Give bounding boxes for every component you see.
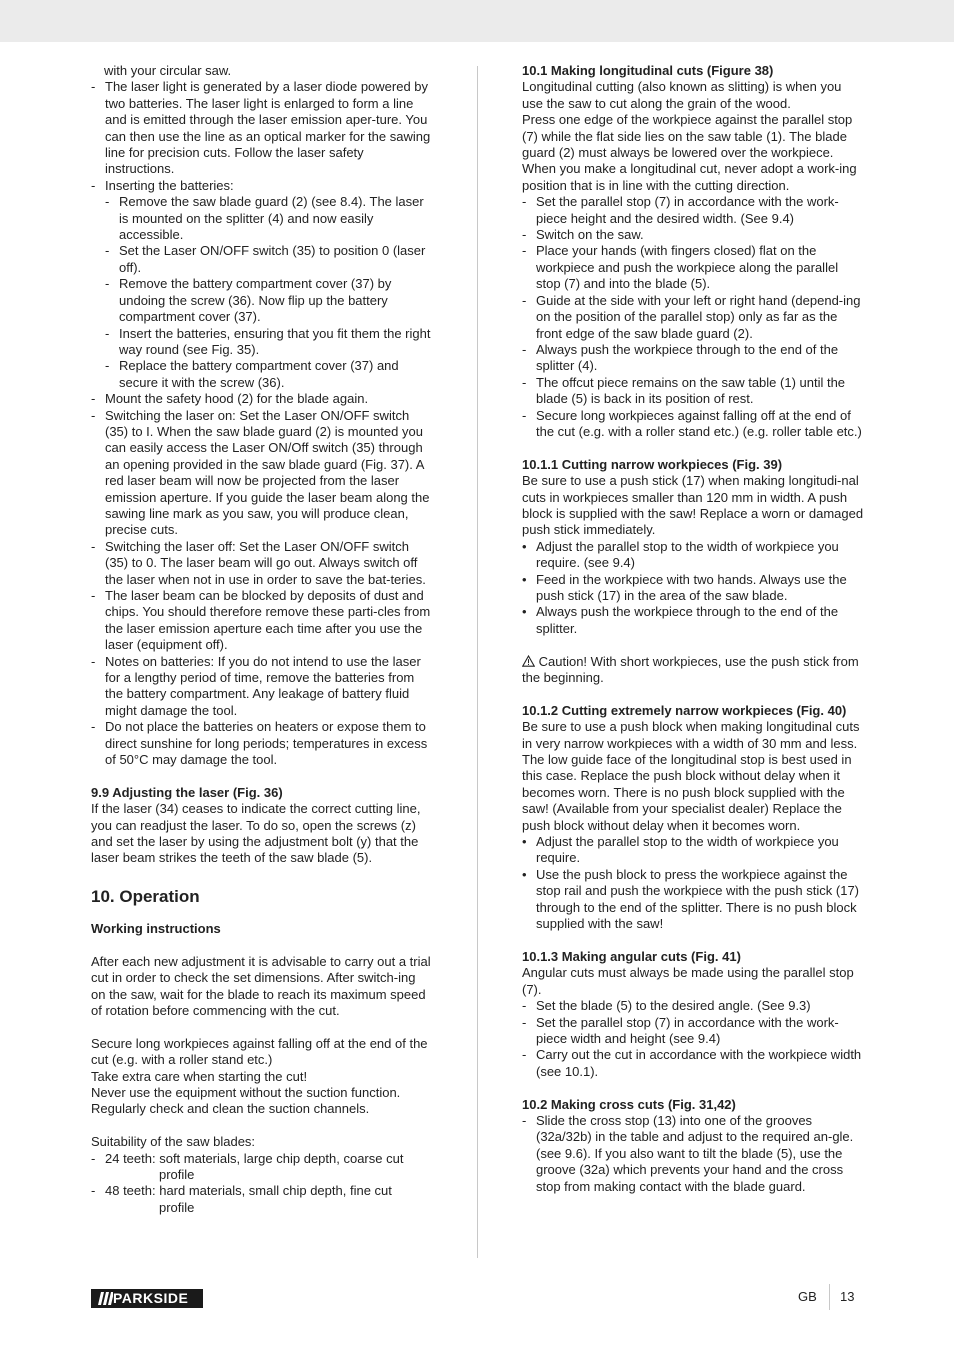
list-item: - The laser light is generated by a laser diode powered by two batteries. The laser light is enlarged to form a line and is emitted through the laser emission aper-ture. You can then use the line as an optical marker for the sawing line for precision cuts. Follow the laser safety instructions. xyxy=(91,79,433,177)
section-heading-10-1-1: 10.1.1 Cutting narrow workpieces (Fig. 39) xyxy=(522,456,783,472)
list-item: - Guide at the side with your left or right hand (depend-ing on the position of the parallel stop) only as far as the front edge of the saw blade guard (2). xyxy=(522,293,865,342)
left-column xyxy=(91,63,433,1216)
page-number: 13 xyxy=(840,1289,855,1304)
spacer xyxy=(91,937,433,953)
section-heading-10-1-3: 10.1.3 Making angular cuts (Fig. 41) xyxy=(522,948,741,964)
list-item: - Secure long workpieces against falling off at the end of the cut (e.g. with a roller stand etc.) (e.g. roller table etc.) xyxy=(522,408,865,441)
parkside-logo xyxy=(91,1289,203,1308)
list-item: - Notes on batteries: If you do not intend to use the laser for a lengthy period of time, remove the batteries from the battery compartment. Any leakage of battery fluid might damage the tool. xyxy=(91,654,433,720)
laser-list xyxy=(91,79,433,768)
warning-icon xyxy=(522,655,535,667)
list-item: - Replace the battery compartment cover (37) and secure it with the screw (36). xyxy=(105,358,433,391)
list-item: - Switching the laser on: Set the Laser ON/OFF switch (35) to I. When the saw blade guard (2) is mounted you can easily access the Laser ON/Off switch (35) through an opening provided in the saw blade guard (Fig. 37). A red laser beam will now be projected from the laser emission aperture. If you guide the laser beam along the sawing line mark as you saw, you will produce clean, precise cuts. xyxy=(91,408,433,539)
page-header-band xyxy=(0,0,954,42)
intro-text: with your circular saw. xyxy=(104,63,232,78)
list-item: • Adjust the parallel stop to the width of workpiece you require. (see 9.4) xyxy=(522,539,865,572)
paragraph: Secure long workpieces against falling off at the end of the cut (e.g. with a roller stand etc.) xyxy=(91,1035,428,1068)
cross-cuts-list xyxy=(522,1113,865,1195)
list-item: - Remove the battery compartment cover (37) by undoing the screw (36). Now flip up the battery compartment cover (37). xyxy=(105,276,433,325)
logo-stripes-icon xyxy=(95,1289,113,1308)
list-item: - Carry out the cut in accordance with the workpiece width (see 10.1). xyxy=(522,1047,865,1080)
section-heading-10: 10. Operation xyxy=(91,886,200,906)
list-item: - Set the parallel stop (7) in accordance with the work-piece height and the desired width. (See 9.4) xyxy=(522,194,865,227)
narrow-workpieces-list xyxy=(522,539,865,637)
caution-note xyxy=(522,654,865,687)
blade-text: 48 teeth: hard materials, small chip depth, fine cut xyxy=(105,1183,392,1199)
list-item: - The laser beam can be blocked by deposits of dust and chips. You should therefore remove these parti-cles from the laser emission aperture each time after you use the laser (equipment off). xyxy=(91,588,433,654)
list-item: - Set the blade (5) to the desired angle. (See 9.3) xyxy=(522,998,865,1014)
list-item: - Remove the saw blade guard (2) (see 8.4). The laser is mounted on the splitter (4) and now easily accessible. xyxy=(105,194,433,243)
footer-divider xyxy=(829,1284,830,1310)
paragraph: If the laser (34) ceases to indicate the correct cutting line, you can readjust the laser. To do so, open the screws (z) and set the laser by using the adjustment bolt (y) that the laser beam strikes the teeth of the saw blade (5). xyxy=(91,801,421,866)
blade-text: 24 teeth: soft materials, large chip depth, coarse cut xyxy=(105,1150,404,1166)
section-heading-10-1-2: 10.1.2 Cutting extremely narrow workpieces (Fig. 40) xyxy=(522,702,847,718)
blade-text-cont: profile xyxy=(159,1199,195,1215)
spacer xyxy=(522,686,865,702)
list-item: • Adjust the parallel stop to the width of workpiece you require. xyxy=(522,834,865,867)
extremely-narrow-list xyxy=(522,834,865,932)
list-item: - The offcut piece remains on the saw table (1) until the blade (5) is back in its position of rest. xyxy=(522,375,865,408)
paragraph: After each new adjustment it is advisable to carry out a trial cut in order to check the set dimensions. After switch-ing on the saw, wait for the blade to reach its maximum speed of rotation before commencing with the cut. xyxy=(91,953,431,1018)
paragraph: Regularly check and clean the suction channels. xyxy=(91,1101,370,1117)
caution-text: Caution! With short workpieces, use the push stick from the beginning. xyxy=(522,653,859,685)
spacer xyxy=(522,440,865,456)
list-item: - Set the parallel stop (7) in accordance with the work-piece width and height (see 9.4) xyxy=(522,1015,865,1048)
inserting-batteries-label: Inserting the batteries: xyxy=(105,177,234,193)
right-column xyxy=(522,63,865,1195)
list-item: - Do not place the batteries on heaters or expose them to direct sunshine for long periods; temperatures in excess of 50°C may damage the tool. xyxy=(91,719,433,768)
list-item xyxy=(91,178,433,391)
paragraph: Never use the equipment without the suction function. xyxy=(91,1084,401,1100)
insert-steps-list xyxy=(105,194,433,391)
list-item: • Always push the workpiece through to the end of the splitter. xyxy=(522,604,865,637)
section-heading-10-1: 10.1 Making longitudinal cuts (Figure 38) xyxy=(522,63,774,78)
logo-brand-text: PARKSIDE xyxy=(113,1290,189,1306)
list-item: - Place your hands (with fingers closed) flat on the workpiece and push the workpiece along the parallel stop (7) and into the blade (5). xyxy=(522,243,865,292)
paragraph: Take extra care when starting the cut! xyxy=(91,1068,308,1084)
paragraph: Be sure to use a push stick (17) when making longitudi-nal cuts in workpieces smaller than 120 mm in width. A push block is supplied with the saw! Replace a worn or damaged push stick immediately. xyxy=(522,473,864,538)
list-item: - Insert the batteries, ensuring that you fit them the right way round (see Fig. 35). xyxy=(105,326,433,359)
spacer xyxy=(522,637,865,653)
paragraph: Longitudinal cutting (also known as slitting) is when you use the saw to cut along the grain of the wood. xyxy=(522,79,842,111)
paragraph: Angular cuts must always be made using the parallel stop (7). xyxy=(522,965,854,997)
spacer xyxy=(522,1080,865,1096)
paragraph: When you make a longitudinal cut, never adopt a work-ing position that is in line with the cutting direction. xyxy=(522,161,857,193)
blade-text-cont: profile xyxy=(159,1166,195,1182)
angular-cuts-list xyxy=(522,998,865,1080)
language-code: GB xyxy=(798,1289,817,1304)
working-instructions-heading: Working instructions xyxy=(91,920,221,936)
spacer xyxy=(91,768,433,784)
list-item: - Slide the cross stop (13) into one of the grooves (32a/32b) in the table and adjust to the required an-gle. (see 9.6). If you also want to tilt the blade (5), use the groove (32a) which prevents your hand and the cross stop from making contact with the blade guard. xyxy=(522,1113,865,1195)
paragraph: Press one edge of the workpiece against the parallel stop (7) while the flat side lies on the saw table (1). The blade guard (2) must always be lowered over the workpiece. xyxy=(522,112,853,161)
list-item xyxy=(91,1151,433,1184)
spacer xyxy=(91,867,433,887)
list-item xyxy=(91,1183,433,1216)
list-item: - Mount the safety hood (2) for the blade again. xyxy=(91,391,433,407)
longitudinal-steps-list xyxy=(522,194,865,440)
column-divider xyxy=(477,66,478,1258)
spacer xyxy=(91,1118,433,1134)
spacer xyxy=(91,1019,433,1035)
list-item: - Switch on the saw. xyxy=(522,227,865,243)
paragraph: Suitability of the saw blades: xyxy=(91,1134,256,1150)
list-item: - Always push the workpiece through to the end of the splitter (4). xyxy=(522,342,865,375)
paragraph: Be sure to use a push block when making longitudinal cuts in very narrow workpieces with a width of 30 mm and less. The low guide face of the longitudinal stop is best used in this case. Replace the push block without delay when it becomes worn. There is no push block supplied with the saw! (Available from your specialist dealer) Replace the push block without delay when it becomes worn. xyxy=(522,719,860,833)
section-heading-10-2: 10.2 Making cross cuts (Fig. 31,42) xyxy=(522,1096,736,1112)
list-item: • Feed in the workpiece with two hands. Always use the push stick (17) in the area of the saw blade. xyxy=(522,572,865,605)
section-heading-9-9: 9.9 Adjusting the laser (Fig. 36) xyxy=(91,784,283,800)
list-item: - Switching the laser off: Set the Laser ON/OFF switch (35) to 0. The laser beam will go out. Always switch off the laser when not in use in order to save the bat-teries. xyxy=(91,539,433,588)
list-item: • Use the push block to press the workpiece against the stop rail and push the workpiece with the push stick (17) through to the end of the splitter. There is no push block supplied with the saw! xyxy=(522,867,865,933)
list-item: - Set the Laser ON/OFF switch (35) to position 0 (laser off). xyxy=(105,243,433,276)
spacer xyxy=(91,907,433,921)
blade-suitability-list xyxy=(91,1151,433,1217)
spacer xyxy=(522,932,865,948)
